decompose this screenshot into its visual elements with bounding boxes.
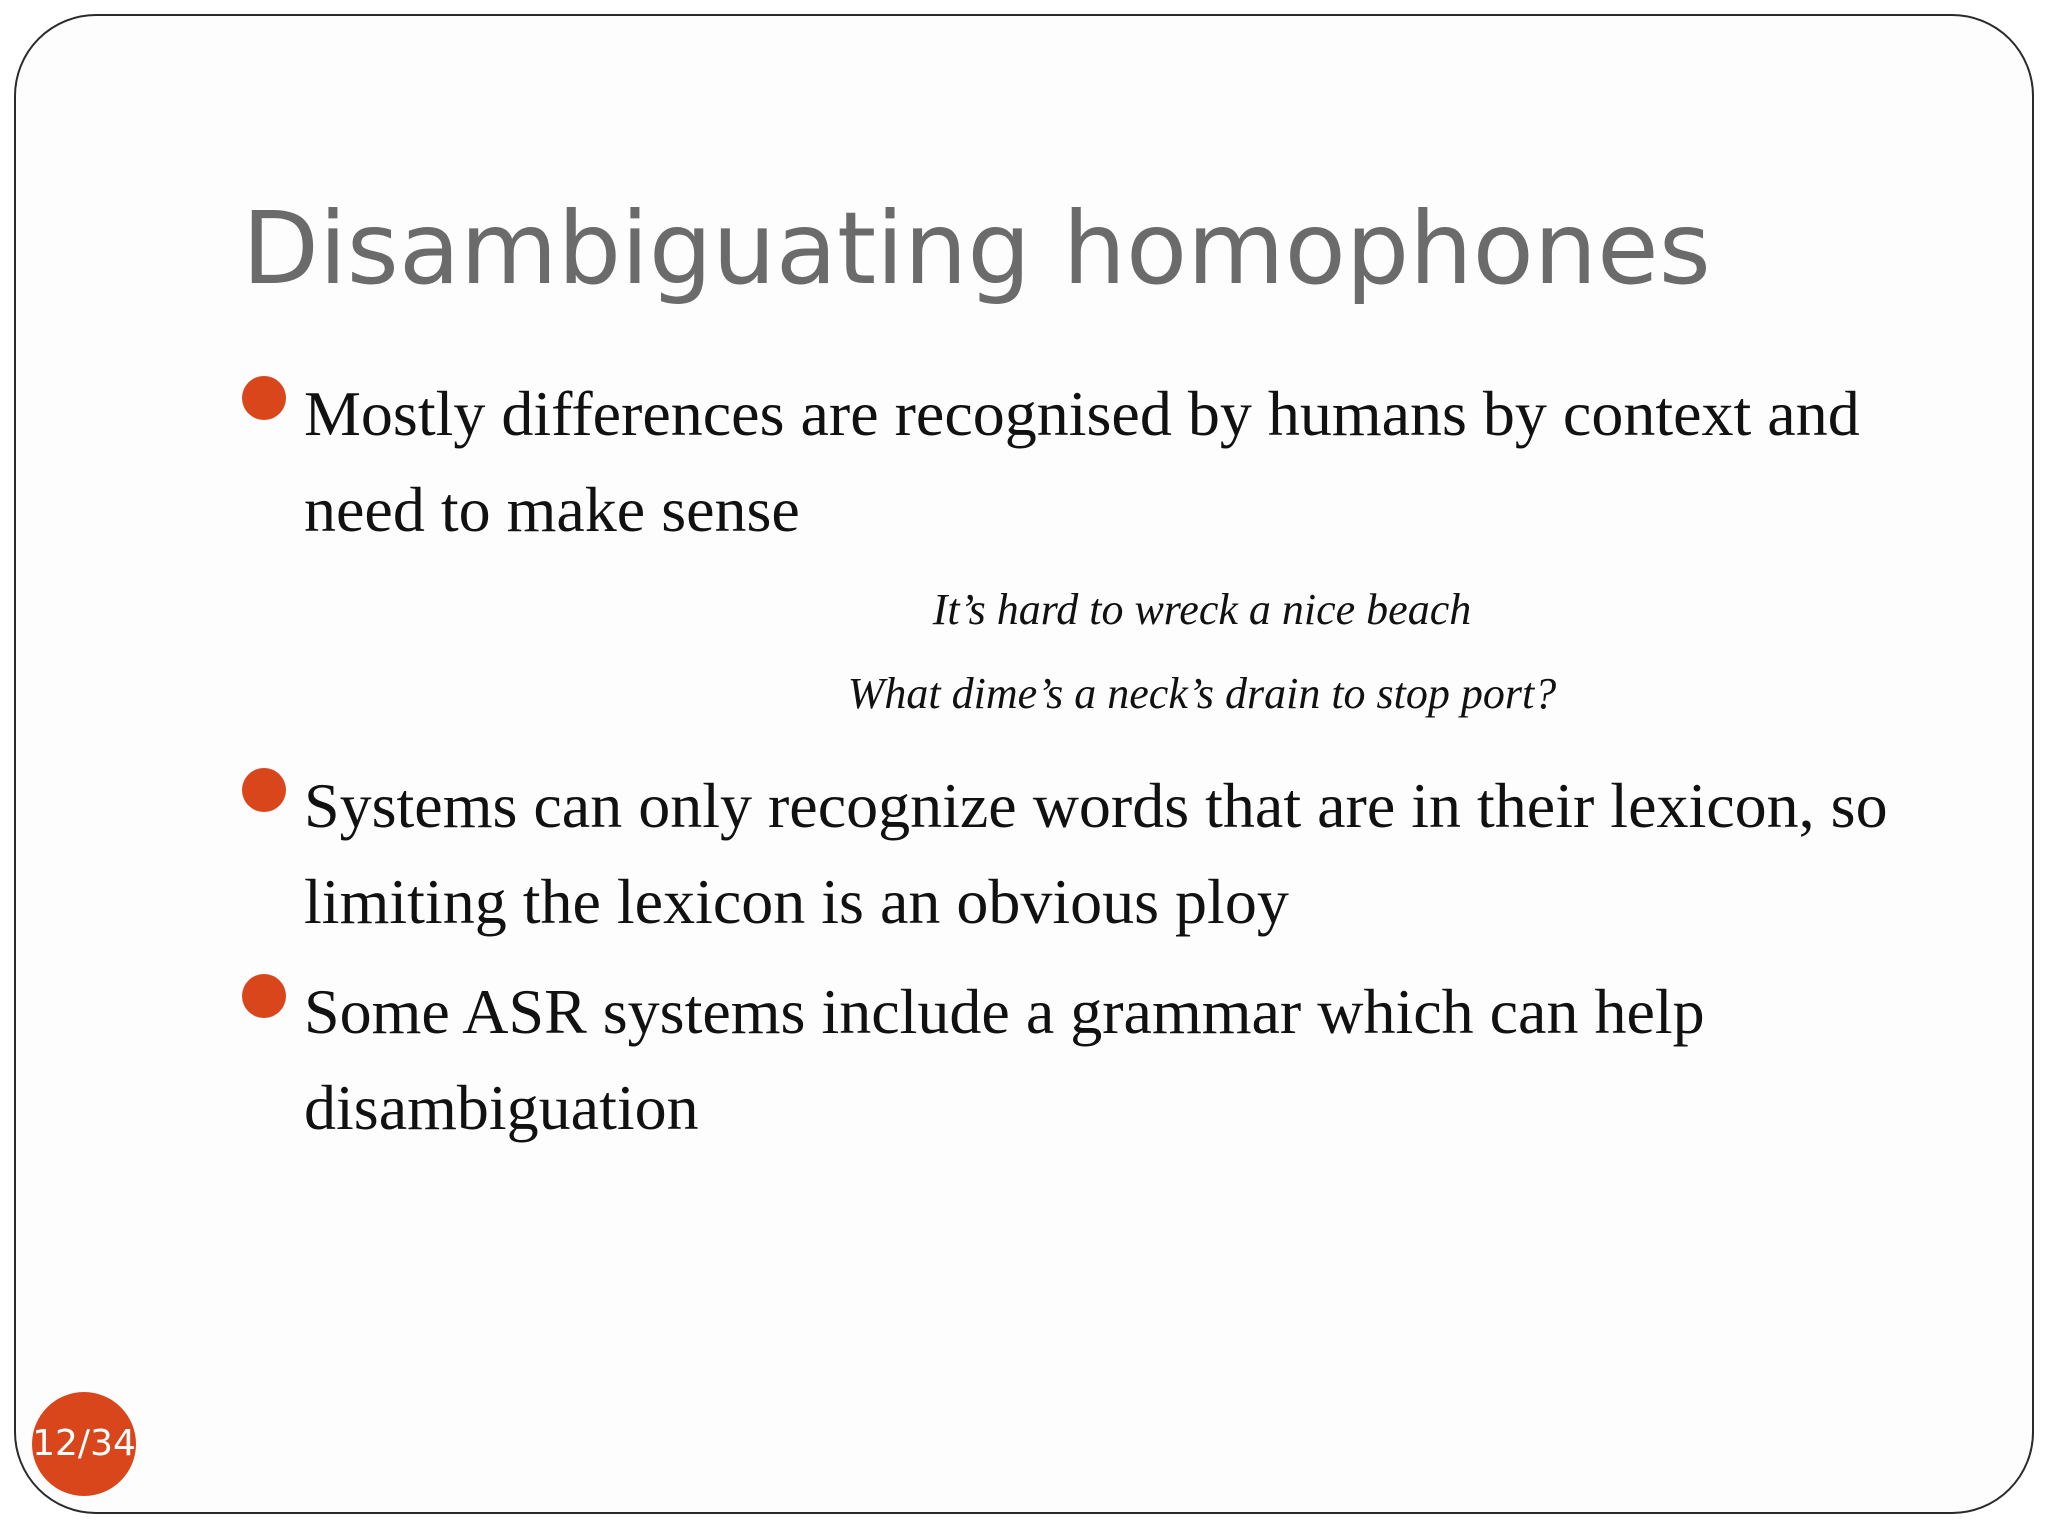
bullet-item [242, 366, 1942, 558]
example-list [242, 568, 1942, 736]
example-block [242, 568, 1942, 736]
bullet-item [242, 964, 1942, 1156]
bullet-item [242, 758, 1942, 950]
slide-number-badge: 12/34 [32, 1392, 136, 1496]
bullet-dot-icon [242, 974, 286, 1018]
example-sentence: It’s hard to wreck a nice beach [932, 585, 1472, 634]
bullet-text: Mostly differences are recognised by humans by context and need to make sense [304, 378, 1860, 545]
bullet-list [242, 366, 1942, 1156]
slide-frame [14, 14, 2034, 1514]
bullet-dot-icon [242, 376, 286, 420]
bullet-dot-icon [242, 768, 286, 812]
slide-title: Disambiguating homophones [242, 190, 1711, 307]
bullet-text: Systems can only recognize words that are in their lexicon, so limiting the lexicon is an obvious ploy [304, 770, 1888, 937]
bullet-text: Some ASR systems include a grammar which can help disambiguation [304, 976, 1705, 1143]
example-sentence: What dime’s a neck’s drain to stop port? [847, 669, 1557, 718]
